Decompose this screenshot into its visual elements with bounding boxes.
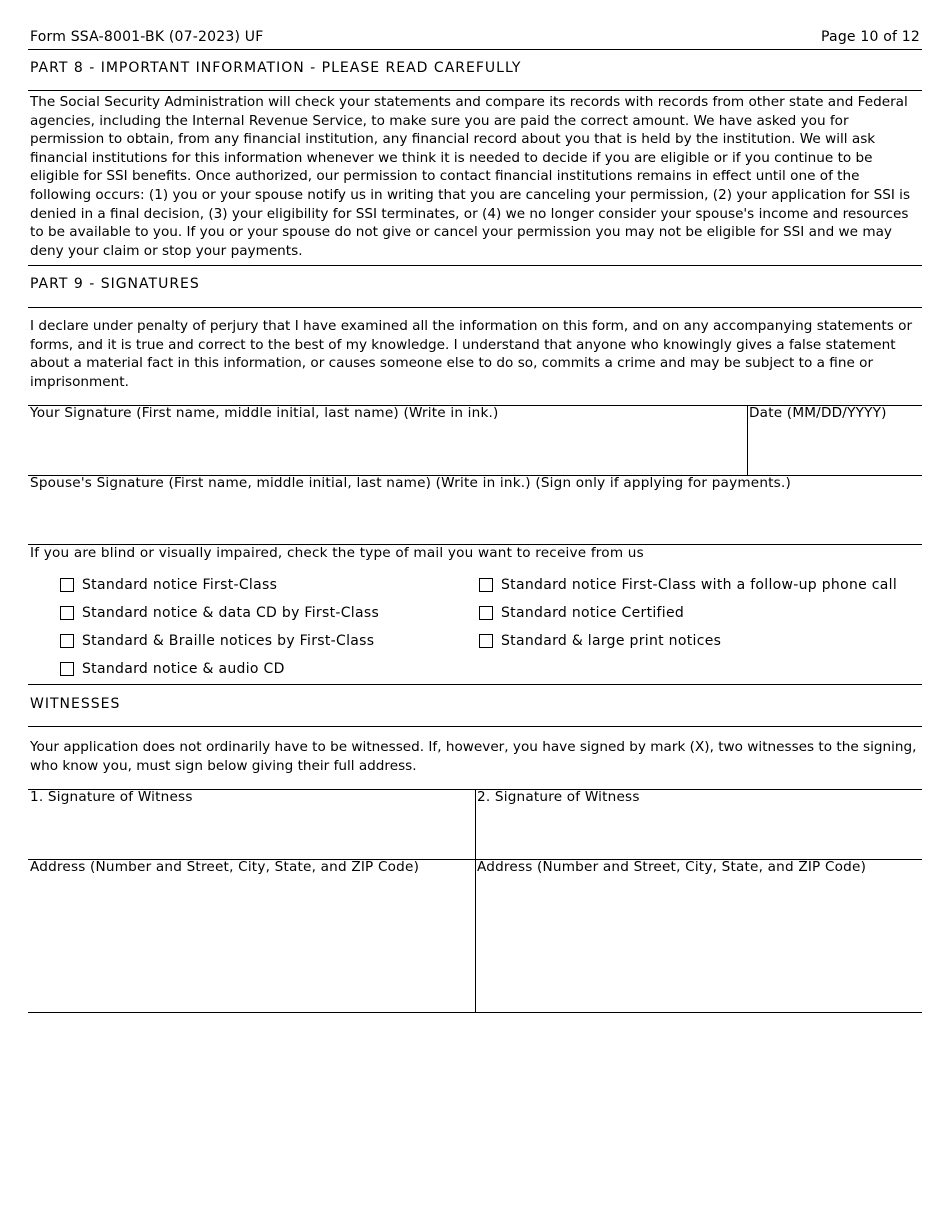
divider <box>28 726 922 727</box>
divider <box>28 90 922 91</box>
checkbox[interactable] <box>479 578 493 592</box>
address2-label: Address (Number and Street, City, State, and ZIP Code) <box>477 859 867 875</box>
divider <box>28 684 922 685</box>
your-signature-label: Your Signature (First name, middle initial, last name) (Write in ink.) <box>30 405 499 421</box>
mail-option-first-class[interactable]: Standard notice First-Class <box>60 577 277 593</box>
form-id: Form SSA-8001-BK (07-2023) UF <box>30 29 264 45</box>
witness1-label: 1. Signature of Witness <box>30 789 193 805</box>
mail-option-data-cd[interactable]: Standard notice & data CD by First-Class <box>60 605 379 621</box>
checkbox[interactable] <box>479 634 493 648</box>
witness2-signature-field[interactable] <box>478 810 922 856</box>
address1-label: Address (Number and Street, City, State, and ZIP Code) <box>30 859 420 875</box>
part8-body: The Social Security Administration will check your statements and compare its records with records from other state and Federal agencies, including the Internal Revenue Service, to make sure you are paid the correct amount. We have asked you for permission to obtain, from any financial institution, any financial record about you that is held by the institution. We will ask financial institutions for this information whenever we think it is needed to decide if you are eligible or if you continue to be eligible for SSI benefits. Once authorized, our permission to contact financial institutions remains in effect until one of the following occurs: (1) you or your spouse notify us in writing that you are canceling your permission, (2) your application for SSI is denied in a final decision, (3) your eligibility for SSI terminates, or (4) we no longer consider your spouse's income and resources to be available to you. If you or your spouse do not give or cancel your permission you may not be eligible for SSI and we may deny your claim or stop your payments. <box>30 94 911 259</box>
checkbox[interactable] <box>479 606 493 620</box>
checkbox[interactable] <box>60 662 74 676</box>
mail-option-braille[interactable]: Standard & Braille notices by First-Class <box>60 633 374 649</box>
address1-field[interactable] <box>30 880 474 1010</box>
checkbox[interactable] <box>60 578 74 592</box>
date-label: Date (MM/DD/YYYY) <box>749 405 887 421</box>
part8-title: PART 8 - IMPORTANT INFORMATION - PLEASE READ CAREFULLY <box>30 60 522 76</box>
divider <box>747 405 748 475</box>
mail-prompt: If you are blind or visually impaired, check the type of mail you want to receive from us <box>30 545 644 561</box>
checkbox[interactable] <box>60 634 74 648</box>
page-header <box>30 29 920 47</box>
witnesses-title: WITNESSES <box>30 696 121 712</box>
checkbox[interactable] <box>60 606 74 620</box>
witness2-label: 2. Signature of Witness <box>477 789 640 805</box>
divider <box>28 265 922 266</box>
mail-option-audio-cd[interactable]: Standard notice & audio CD <box>60 661 285 677</box>
spouse-signature-label: Spouse's Signature (First name, middle initial, last name) (Write in ink.) (Sign only if applying for payments.) <box>30 475 791 491</box>
witnesses-body: Your application does not ordinarily have to be witnessed. If, however, you have signed by mark (X), two witnesses to the signing, who know you, must sign below giving their full address. <box>30 739 917 774</box>
mail-option-large-print[interactable]: Standard & large print notices <box>479 633 721 649</box>
divider <box>28 1012 922 1013</box>
part9-declaration: I declare under penalty of perjury that I have examined all the information on this form, and on any accompanying statements or forms, and it is true and correct to the best of my knowledge. I understand that anyone who knowingly gives a false statement about a material fact in this information, or causes someone else to do so, commits a crime and may be subject to a fine or imprisonment. <box>30 318 913 390</box>
divider <box>28 49 922 50</box>
mail-option-phone-followup[interactable]: Standard notice First-Class with a follow-up phone call <box>479 577 897 593</box>
mail-option-certified[interactable]: Standard notice Certified <box>479 605 684 621</box>
part9-title: PART 9 - SIGNATURES <box>30 276 200 292</box>
date-field[interactable] <box>750 426 924 472</box>
witness1-signature-field[interactable] <box>30 810 474 856</box>
divider <box>28 307 922 308</box>
your-signature-field[interactable] <box>30 426 746 472</box>
divider <box>475 789 476 1012</box>
spouse-signature-field[interactable] <box>30 496 922 542</box>
address2-field[interactable] <box>478 880 922 1010</box>
page-number: Page 10 of 12 <box>821 29 920 45</box>
